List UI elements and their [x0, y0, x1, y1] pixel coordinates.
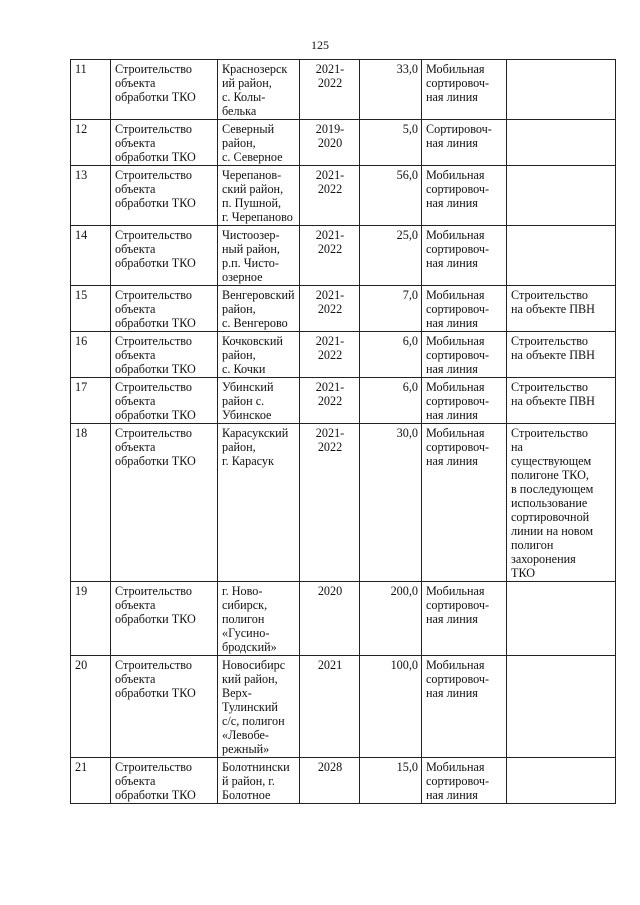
note-cell: Строительство на объекте ПВН — [507, 332, 616, 378]
facility-type-cell: Мобильная сортировоч- ная линия — [422, 758, 507, 804]
table-row — [71, 582, 616, 656]
facility-type-cell: Мобильная сортировоч- ная линия — [422, 226, 507, 286]
capacity-cell: 33,0 — [360, 60, 422, 120]
years-cell: 2021- 2022 — [300, 166, 360, 226]
capacity-cell: 200,0 — [360, 582, 422, 656]
years-cell: 2019- 2020 — [300, 120, 360, 166]
table-row — [71, 286, 616, 332]
years-cell: 2021- 2022 — [300, 424, 360, 582]
project-cell: Строительство объекта обработки ТКО — [111, 758, 218, 804]
note-cell — [507, 758, 616, 804]
facility-type-cell: Сортировоч- ная линия — [422, 120, 507, 166]
note-cell: Строительство на объекте ПВН — [507, 378, 616, 424]
facility-type-cell: Мобильная сортировоч- ная линия — [422, 60, 507, 120]
facility-type-cell: Мобильная сортировоч- ная линия — [422, 166, 507, 226]
note-cell: Строительство на существующем полигоне ТКО, в последующем использование сортировочной линии на новом полигон захоронения ТКО — [507, 424, 616, 582]
row-number-cell: 11 — [71, 60, 111, 120]
note-cell — [507, 166, 616, 226]
years-cell: 2021- 2022 — [300, 378, 360, 424]
project-cell: Строительство объекта обработки ТКО — [111, 332, 218, 378]
years-cell: 2021- 2022 — [300, 226, 360, 286]
facility-type-cell: Мобильная сортировоч- ная линия — [422, 332, 507, 378]
table-row — [71, 378, 616, 424]
capacity-cell: 30,0 — [360, 424, 422, 582]
table-row — [71, 226, 616, 286]
location-cell: Венгеровский район, с. Венгерово — [218, 286, 300, 332]
project-cell: Строительство объекта обработки ТКО — [111, 582, 218, 656]
row-number-cell: 21 — [71, 758, 111, 804]
capacity-cell: 5,0 — [360, 120, 422, 166]
row-number-cell: 15 — [71, 286, 111, 332]
capacity-cell: 7,0 — [360, 286, 422, 332]
row-number-cell: 12 — [71, 120, 111, 166]
project-cell: Строительство объекта обработки ТКО — [111, 378, 218, 424]
page-number: 125 — [311, 38, 329, 52]
capacity-cell: 25,0 — [360, 226, 422, 286]
note-cell — [507, 120, 616, 166]
table-row — [71, 60, 616, 120]
project-cell: Строительство объекта обработки ТКО — [111, 120, 218, 166]
project-cell: Строительство объекта обработки ТКО — [111, 60, 218, 120]
table-row — [71, 424, 616, 582]
years-cell: 2021- 2022 — [300, 60, 360, 120]
project-cell: Строительство объекта обработки ТКО — [111, 424, 218, 582]
row-number-cell: 17 — [71, 378, 111, 424]
project-cell: Строительство объекта обработки ТКО — [111, 226, 218, 286]
table-row — [71, 166, 616, 226]
location-cell: г. Ново- сибирск, полигон «Гусино- бродский» — [218, 582, 300, 656]
table-row — [71, 332, 616, 378]
note-cell — [507, 582, 616, 656]
table-row — [71, 656, 616, 758]
location-cell: Новосибирс кий район, Верх- Тулинский с/с, полигон «Левобе- режный» — [218, 656, 300, 758]
location-cell: Болотнински й район, г. Болотное — [218, 758, 300, 804]
table-row — [71, 758, 616, 804]
capacity-cell: 6,0 — [360, 332, 422, 378]
project-cell: Строительство объекта обработки ТКО — [111, 166, 218, 226]
location-cell: Карасукский район, г. Карасук — [218, 424, 300, 582]
location-cell: Убинский район с. Убинское — [218, 378, 300, 424]
note-cell — [507, 60, 616, 120]
facilities-table — [70, 59, 616, 804]
note-cell — [507, 656, 616, 758]
years-cell: 2021- 2022 — [300, 332, 360, 378]
location-cell: Краснозерск ий район, с. Колы- белька — [218, 60, 300, 120]
note-cell: Строительство на объекте ПВН — [507, 286, 616, 332]
note-cell — [507, 226, 616, 286]
capacity-cell: 6,0 — [360, 378, 422, 424]
facility-type-cell: Мобильная сортировоч- ная линия — [422, 286, 507, 332]
capacity-cell: 56,0 — [360, 166, 422, 226]
row-number-cell: 20 — [71, 656, 111, 758]
years-cell: 2028 — [300, 758, 360, 804]
facility-type-cell: Мобильная сортировоч- ная линия — [422, 378, 507, 424]
years-cell: 2020 — [300, 582, 360, 656]
row-number-cell: 16 — [71, 332, 111, 378]
location-cell: Черепанов- ский район, п. Пушной, г. Черепаново — [218, 166, 300, 226]
years-cell: 2021 — [300, 656, 360, 758]
project-cell: Строительство объекта обработки ТКО — [111, 656, 218, 758]
row-number-cell: 19 — [71, 582, 111, 656]
capacity-cell: 100,0 — [360, 656, 422, 758]
row-number-cell: 13 — [71, 166, 111, 226]
facility-type-cell: Мобильная сортировоч- ная линия — [422, 424, 507, 582]
location-cell: Северный район, с. Северное — [218, 120, 300, 166]
table-row — [71, 120, 616, 166]
location-cell: Чистоозер- ный район, р.п. Чисто- озерное — [218, 226, 300, 286]
project-cell: Строительство объекта обработки ТКО — [111, 286, 218, 332]
capacity-cell: 15,0 — [360, 758, 422, 804]
row-number-cell: 14 — [71, 226, 111, 286]
years-cell: 2021- 2022 — [300, 286, 360, 332]
facility-type-cell: Мобильная сортировоч- ная линия — [422, 656, 507, 758]
table-body — [71, 60, 616, 804]
row-number-cell: 18 — [71, 424, 111, 582]
location-cell: Кочковский район, с. Кочки — [218, 332, 300, 378]
facility-type-cell: Мобильная сортировоч- ная линия — [422, 582, 507, 656]
